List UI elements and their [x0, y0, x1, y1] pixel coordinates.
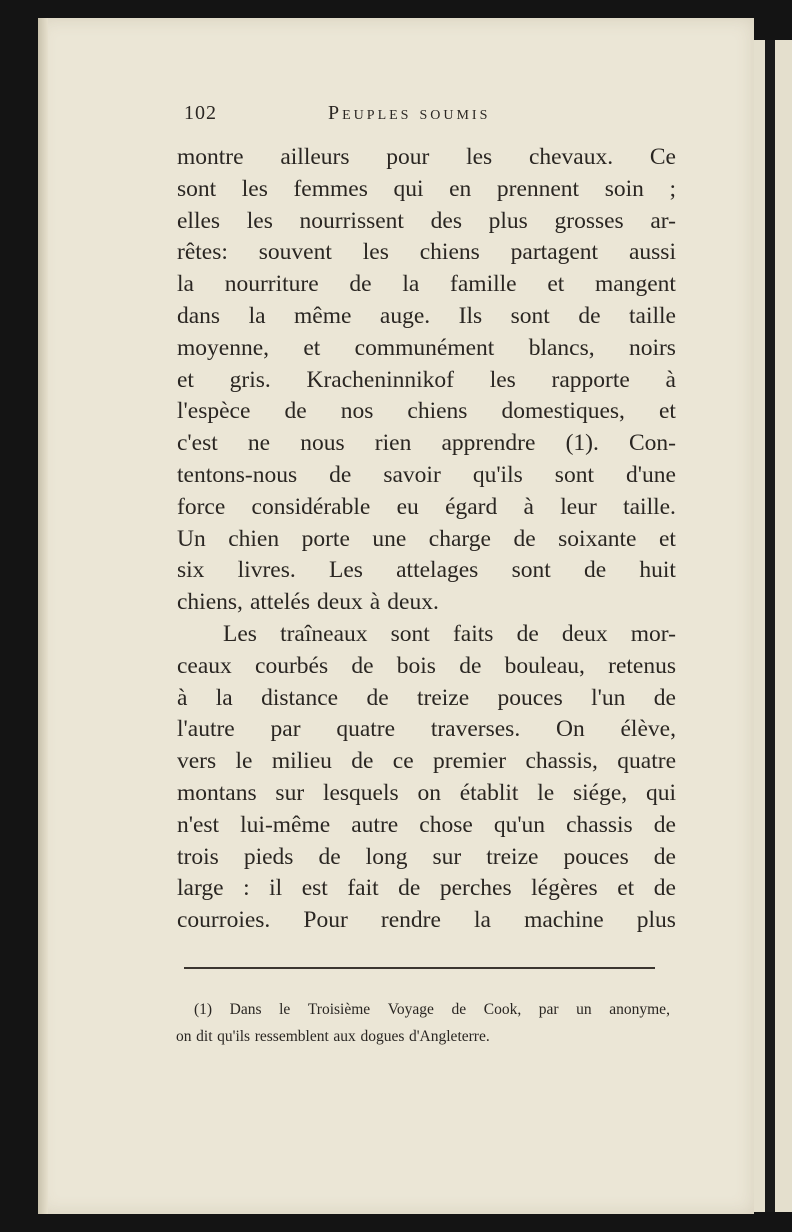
text-line: [177, 428, 676, 460]
page-left-edge: [38, 18, 48, 1214]
word: les: [362, 239, 389, 266]
word: ar-: [650, 207, 676, 234]
word: et: [617, 875, 635, 902]
word: plus: [488, 207, 528, 234]
word: chassis: [566, 811, 633, 838]
word: elles: [177, 207, 221, 234]
word: on: [176, 1028, 192, 1045]
word: pouces: [497, 684, 563, 711]
word: mangent: [595, 271, 676, 298]
word: ce: [392, 748, 414, 775]
word: les: [246, 207, 273, 234]
word: nous: [300, 430, 345, 457]
word: deux.: [387, 589, 439, 616]
text-line: [177, 746, 676, 778]
running-title: Peuples soumis: [328, 102, 491, 124]
word: attelages: [396, 557, 479, 584]
text-line: [177, 460, 676, 492]
word: apprendre: [441, 430, 536, 457]
word: d'une: [626, 461, 676, 488]
page-gutter-shadow: [765, 40, 775, 1212]
word: Les: [328, 557, 363, 584]
text-line: [177, 555, 676, 587]
word: chassis,: [525, 748, 598, 775]
word: leur: [560, 493, 597, 520]
word: taille.: [623, 493, 676, 520]
word: qui: [393, 175, 424, 202]
word: domestiques,: [501, 398, 625, 425]
word: de: [351, 652, 374, 679]
word: force: [177, 493, 226, 520]
footnote-line: [176, 996, 670, 1023]
text-line: [177, 142, 676, 174]
word: la: [474, 907, 491, 934]
word: prennent: [496, 175, 580, 202]
word: égard: [445, 493, 498, 520]
word: l'autre: [177, 716, 235, 743]
word: ceaux: [177, 652, 232, 679]
word: :: [243, 875, 250, 902]
word: trois: [177, 843, 219, 870]
word: la: [402, 271, 420, 298]
word: pouces: [563, 843, 629, 870]
word: on: [417, 779, 441, 806]
word: chose: [419, 811, 473, 838]
text-line: [177, 174, 676, 206]
word: de: [516, 620, 539, 647]
word: taille: [628, 302, 676, 329]
word: long: [365, 843, 408, 870]
word: communément: [354, 334, 495, 361]
word: savoir: [383, 461, 441, 488]
word: sont: [511, 557, 551, 584]
footnote-rule: [184, 967, 655, 969]
word: Ce: [649, 144, 676, 170]
word: siége,: [572, 779, 628, 806]
word: de: [351, 748, 374, 775]
word: à: [177, 684, 188, 711]
word: de: [653, 811, 676, 838]
word: de: [366, 684, 389, 711]
word: Troisième: [307, 1001, 371, 1018]
word: charge: [428, 525, 491, 552]
word: de: [349, 271, 372, 298]
word: l'un: [591, 684, 626, 711]
word: l'espèce: [177, 398, 251, 425]
word: chien: [228, 525, 280, 552]
word: de: [513, 525, 536, 552]
word: soin: [604, 175, 644, 202]
word: (1): [194, 1001, 213, 1018]
word: de: [578, 302, 601, 329]
word: Voyage: [387, 1001, 434, 1018]
word: sur: [432, 843, 462, 870]
text-line: [177, 587, 676, 619]
word: aux: [333, 1028, 356, 1045]
word: en: [449, 175, 472, 202]
word: par: [270, 716, 301, 743]
word: les: [489, 366, 516, 393]
running-head: [184, 102, 674, 132]
word: Dans: [229, 1001, 262, 1018]
word: premier: [433, 748, 507, 775]
word: traîneaux: [280, 620, 368, 647]
word: quatre: [617, 748, 676, 775]
text-line: [177, 524, 676, 556]
word: sont: [390, 620, 430, 647]
word: chiens: [407, 398, 468, 425]
word: est: [301, 875, 328, 902]
word: les: [241, 175, 268, 202]
text-line: [177, 873, 676, 905]
word: lui-même: [240, 811, 331, 838]
word: des: [430, 207, 462, 234]
word: traverses.: [430, 716, 521, 743]
word: nourrissent: [299, 207, 404, 234]
word: le: [235, 748, 253, 775]
word: noirs: [628, 334, 676, 361]
word: auge.: [379, 302, 431, 329]
word: pour: [386, 144, 430, 170]
word: milieu: [271, 748, 332, 775]
word: gris.: [229, 366, 271, 393]
word: partagent: [510, 239, 599, 266]
text-line: [177, 396, 676, 428]
word: six: [177, 557, 205, 584]
word: Pour: [303, 907, 348, 934]
word: courroies.: [177, 907, 271, 934]
text-line: [177, 365, 676, 397]
word: mor-: [630, 620, 676, 647]
word: élève,: [620, 716, 676, 743]
word: le: [537, 779, 555, 806]
word: anonyme,: [609, 1001, 670, 1018]
word: ne: [247, 430, 271, 457]
word: de: [583, 557, 607, 584]
word: considérable: [251, 493, 371, 520]
text-line: [177, 810, 676, 842]
word: rien: [374, 430, 412, 457]
text-line: [177, 492, 676, 524]
word: blancs,: [528, 334, 595, 361]
word: et: [303, 334, 321, 361]
word: qui: [645, 779, 676, 806]
word: un: [576, 1001, 592, 1018]
word: à: [369, 589, 381, 616]
word: et: [547, 271, 565, 298]
word: Cook,: [483, 1001, 522, 1018]
word: dogues: [360, 1028, 405, 1045]
word: livres.: [237, 557, 296, 584]
word: chevaux.: [528, 144, 614, 170]
word: porte: [301, 525, 350, 552]
text-line: [177, 842, 676, 874]
word: dans: [177, 302, 221, 329]
text-line: [177, 683, 676, 715]
word: dit: [196, 1028, 213, 1045]
word: chiens: [419, 239, 480, 266]
text-line: [177, 269, 676, 301]
word: ressemblent: [254, 1028, 329, 1045]
word: même: [294, 302, 352, 329]
word: rapporte: [551, 366, 630, 393]
word: sont: [510, 302, 550, 329]
word: le: [279, 1001, 291, 1018]
word: eu: [396, 493, 419, 520]
word: ;: [669, 175, 676, 202]
word: souvent: [258, 239, 332, 266]
word: huit: [639, 557, 676, 584]
word: Un: [177, 525, 206, 552]
word: la: [215, 684, 233, 711]
word: montre: [177, 144, 244, 170]
word: légères: [531, 875, 598, 902]
word: On: [555, 716, 585, 743]
word: retenus: [608, 652, 676, 679]
footnote-line: [176, 1023, 670, 1050]
word: attelés: [249, 589, 310, 616]
word: il: [269, 875, 283, 902]
word: montans: [177, 779, 257, 806]
word: quatre: [336, 716, 396, 743]
word: la: [177, 271, 194, 298]
word: d'Angleterre.: [409, 1028, 490, 1045]
word: de: [653, 875, 676, 902]
word: et: [658, 398, 676, 425]
word: soixante: [558, 525, 637, 552]
word: de: [653, 684, 676, 711]
word: une: [372, 525, 407, 552]
word: Ils: [458, 302, 483, 329]
word: bois: [396, 652, 436, 679]
word: et: [658, 525, 676, 552]
word: n'est: [177, 811, 220, 838]
word: treize: [416, 684, 470, 711]
word: ailleurs: [280, 144, 350, 170]
body-text: [177, 142, 676, 937]
word: sur: [275, 779, 305, 806]
word: treize: [486, 843, 539, 870]
word: de: [318, 843, 341, 870]
word: autre: [351, 811, 399, 838]
text-line: [177, 905, 676, 937]
word: pieds: [243, 843, 294, 870]
word: c'est: [177, 430, 218, 457]
word: famille: [450, 271, 517, 298]
word: moyenne,: [177, 334, 270, 361]
word: et: [177, 366, 194, 393]
word: deux: [561, 620, 608, 647]
word: à: [665, 366, 676, 393]
word: tentons-nous: [177, 461, 298, 488]
word: à: [523, 493, 534, 520]
text-line: [177, 778, 676, 810]
word: plus: [636, 907, 676, 934]
word: sont: [554, 461, 594, 488]
word: chiens,: [177, 589, 243, 616]
word: de: [653, 843, 676, 870]
word: de: [398, 875, 421, 902]
word: établit: [459, 779, 519, 806]
word: machine: [524, 907, 604, 934]
word: lesquels: [322, 779, 399, 806]
word: perches: [439, 875, 512, 902]
word: Kracheninnikof: [306, 366, 454, 393]
word: par: [538, 1001, 559, 1018]
footnote: [176, 996, 670, 1050]
text-line: [177, 619, 676, 651]
word: qu'ils: [472, 461, 523, 488]
word: distance: [261, 684, 339, 711]
word: rêtes:: [177, 239, 228, 266]
text-line: [177, 206, 676, 238]
text-line: [177, 651, 676, 683]
word: nos: [340, 398, 374, 425]
word: de: [329, 461, 352, 488]
word: courbés: [255, 652, 329, 679]
word: qu'un: [493, 811, 546, 838]
word: aussi: [628, 239, 676, 266]
word: vers: [177, 748, 217, 775]
text-line: [177, 333, 676, 365]
word: Con-: [629, 430, 676, 457]
word: bouleau,: [504, 652, 585, 679]
word: sont: [177, 175, 217, 202]
word: les: [466, 144, 493, 170]
word: rendre: [380, 907, 441, 934]
word: de: [451, 1001, 467, 1018]
text-line: [177, 714, 676, 746]
word: (1).: [565, 430, 599, 457]
word: de: [459, 652, 482, 679]
text-line: [177, 301, 676, 333]
word: qu'ils: [217, 1028, 251, 1045]
word: fait: [347, 875, 379, 902]
page-number: 102: [184, 102, 217, 124]
word: faits: [452, 620, 494, 647]
text-line: [177, 237, 676, 269]
word: femmes: [293, 175, 368, 202]
word: Les: [223, 620, 257, 647]
word: grosses: [554, 207, 624, 234]
word: la: [248, 302, 266, 329]
word: de: [284, 398, 307, 425]
word: deux: [317, 589, 363, 616]
word: large: [177, 875, 224, 902]
word: nourriture: [224, 271, 319, 298]
